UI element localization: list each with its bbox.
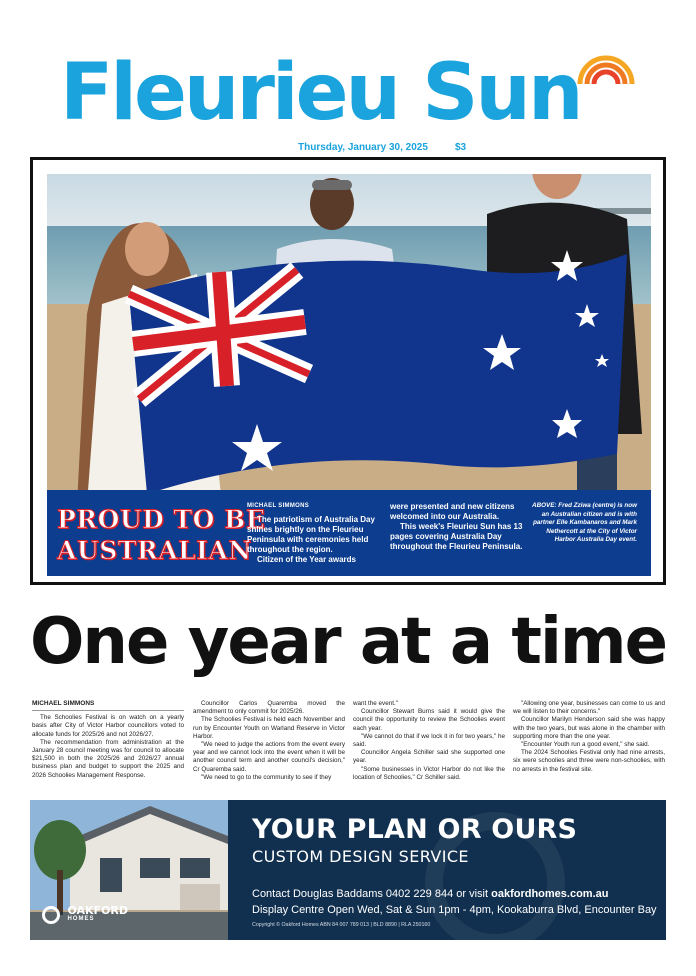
oakford-homes-advertisement[interactable] xyxy=(30,800,666,940)
main-headline: One year at a time xyxy=(30,605,666,679)
ad-display-hours: Display Centre Open Wed, Sat & Sun 1pm - 4pm, Kookaburra Blvd, Encounter Bay xyxy=(252,904,657,916)
hero-feature xyxy=(30,157,666,585)
sun-logo-icon xyxy=(574,50,638,84)
issue-date: Thursday, January 30, 2025 xyxy=(298,142,428,153)
ad-copyright: Copyright © Oakford Homes ABN 84 007 789 013 | BLD 8890 | RLA 250160 xyxy=(252,922,431,928)
masthead xyxy=(60,48,640,138)
oakford-logo-icon xyxy=(42,906,60,924)
photo-caption: ABOVE: Fred Zziwa (centre) is now an Australian citizen and is with partner Elle Kambanaros and Mark Nethercott at the City of Victor Harbor Australia Day event. xyxy=(532,502,637,543)
story-column-1: MICHAEL SIMMONS The Schoolies Festival is on watch on a yearly basis after City of Victor Harbor councillors voted to allocate funds for 2025/26 and not 2026/27. The recommendation from administration at the January 28 council meeting was for council to allocate $21,500 in both the 2025/26 and 2026/27 annual business plan and budget to support the 2025 and 2026 Schoolies Management Response. xyxy=(32,700,184,779)
hero-banner xyxy=(47,490,651,576)
story-byline: MICHAEL SIMMONS xyxy=(32,700,184,711)
hero-photo xyxy=(47,174,651,504)
ad-subheading: CUSTOM DESIGN SERVICE xyxy=(252,847,469,866)
banner-byline: MICHAEL SIMMONS xyxy=(247,503,310,509)
ad-contact: Contact Douglas Baddams 0402 229 844 or visit oakfordhomes.com.au xyxy=(252,888,609,900)
masthead-title: Fleurieu Sun xyxy=(60,48,581,138)
oakford-logo: OAKFORD HOMES xyxy=(42,906,128,924)
issue-price: $3 xyxy=(455,142,467,153)
ad-heading: YOUR PLAN OR OURS xyxy=(252,814,578,845)
story-column-2: Councillor Carlos Quaremba moved the amendment to only commit for 2025/26. The Schoolies Festival is held each November and run by Encounter Youth on Warland Reserve in Victor Harbor. "We need to judge the actions from the event every year and we cannot lock into the event when it will be another council term and another council's decision," Cr Quaremba said. "We need to go to the community to see if they xyxy=(193,700,345,781)
story-column-3: want the event." Councillor Stewart Burns said it would give the council the opportunity to review the Schoolies event each year. "We cannot do that if we lock it in for two years," he said. Councillor Angela Schiller said she supported one year. "Some businesses in Victor Harbor do not like the location of Schoolies," Cr Schiller said. xyxy=(353,700,505,781)
ad-website-link[interactable]: oakfordhomes.com.au xyxy=(491,888,609,900)
banner-column-1: The patriotism of Australia Day shines brightly on the Fleurieu Peninsula with ceremonies held throughout the region. Citizen of the Year awards xyxy=(247,515,375,564)
story-column-4: "Allowing one year, businesses can come to us and we will listen to their concerns." Councillor Marilyn Henderson said she was happy with the two years, but was alone in the chamber with supporting more than the one year. "Encounter Youth run a good event," she said. The 2024 Schoolies Festival only had nine arrests, six were schoolies and three were non-schoolies, with no arrests in the festival site. xyxy=(513,700,665,773)
banner-title: PROUD TO BE AUSTRALIAN xyxy=(57,505,266,565)
australian-flag-icon xyxy=(129,250,627,494)
banner-column-2: were presented and new citizens welcomed into our Australia. This week's Fleurieu Sun has 13 pages covering Australia Day throughout the Fleurieu Peninsula. xyxy=(390,502,523,551)
